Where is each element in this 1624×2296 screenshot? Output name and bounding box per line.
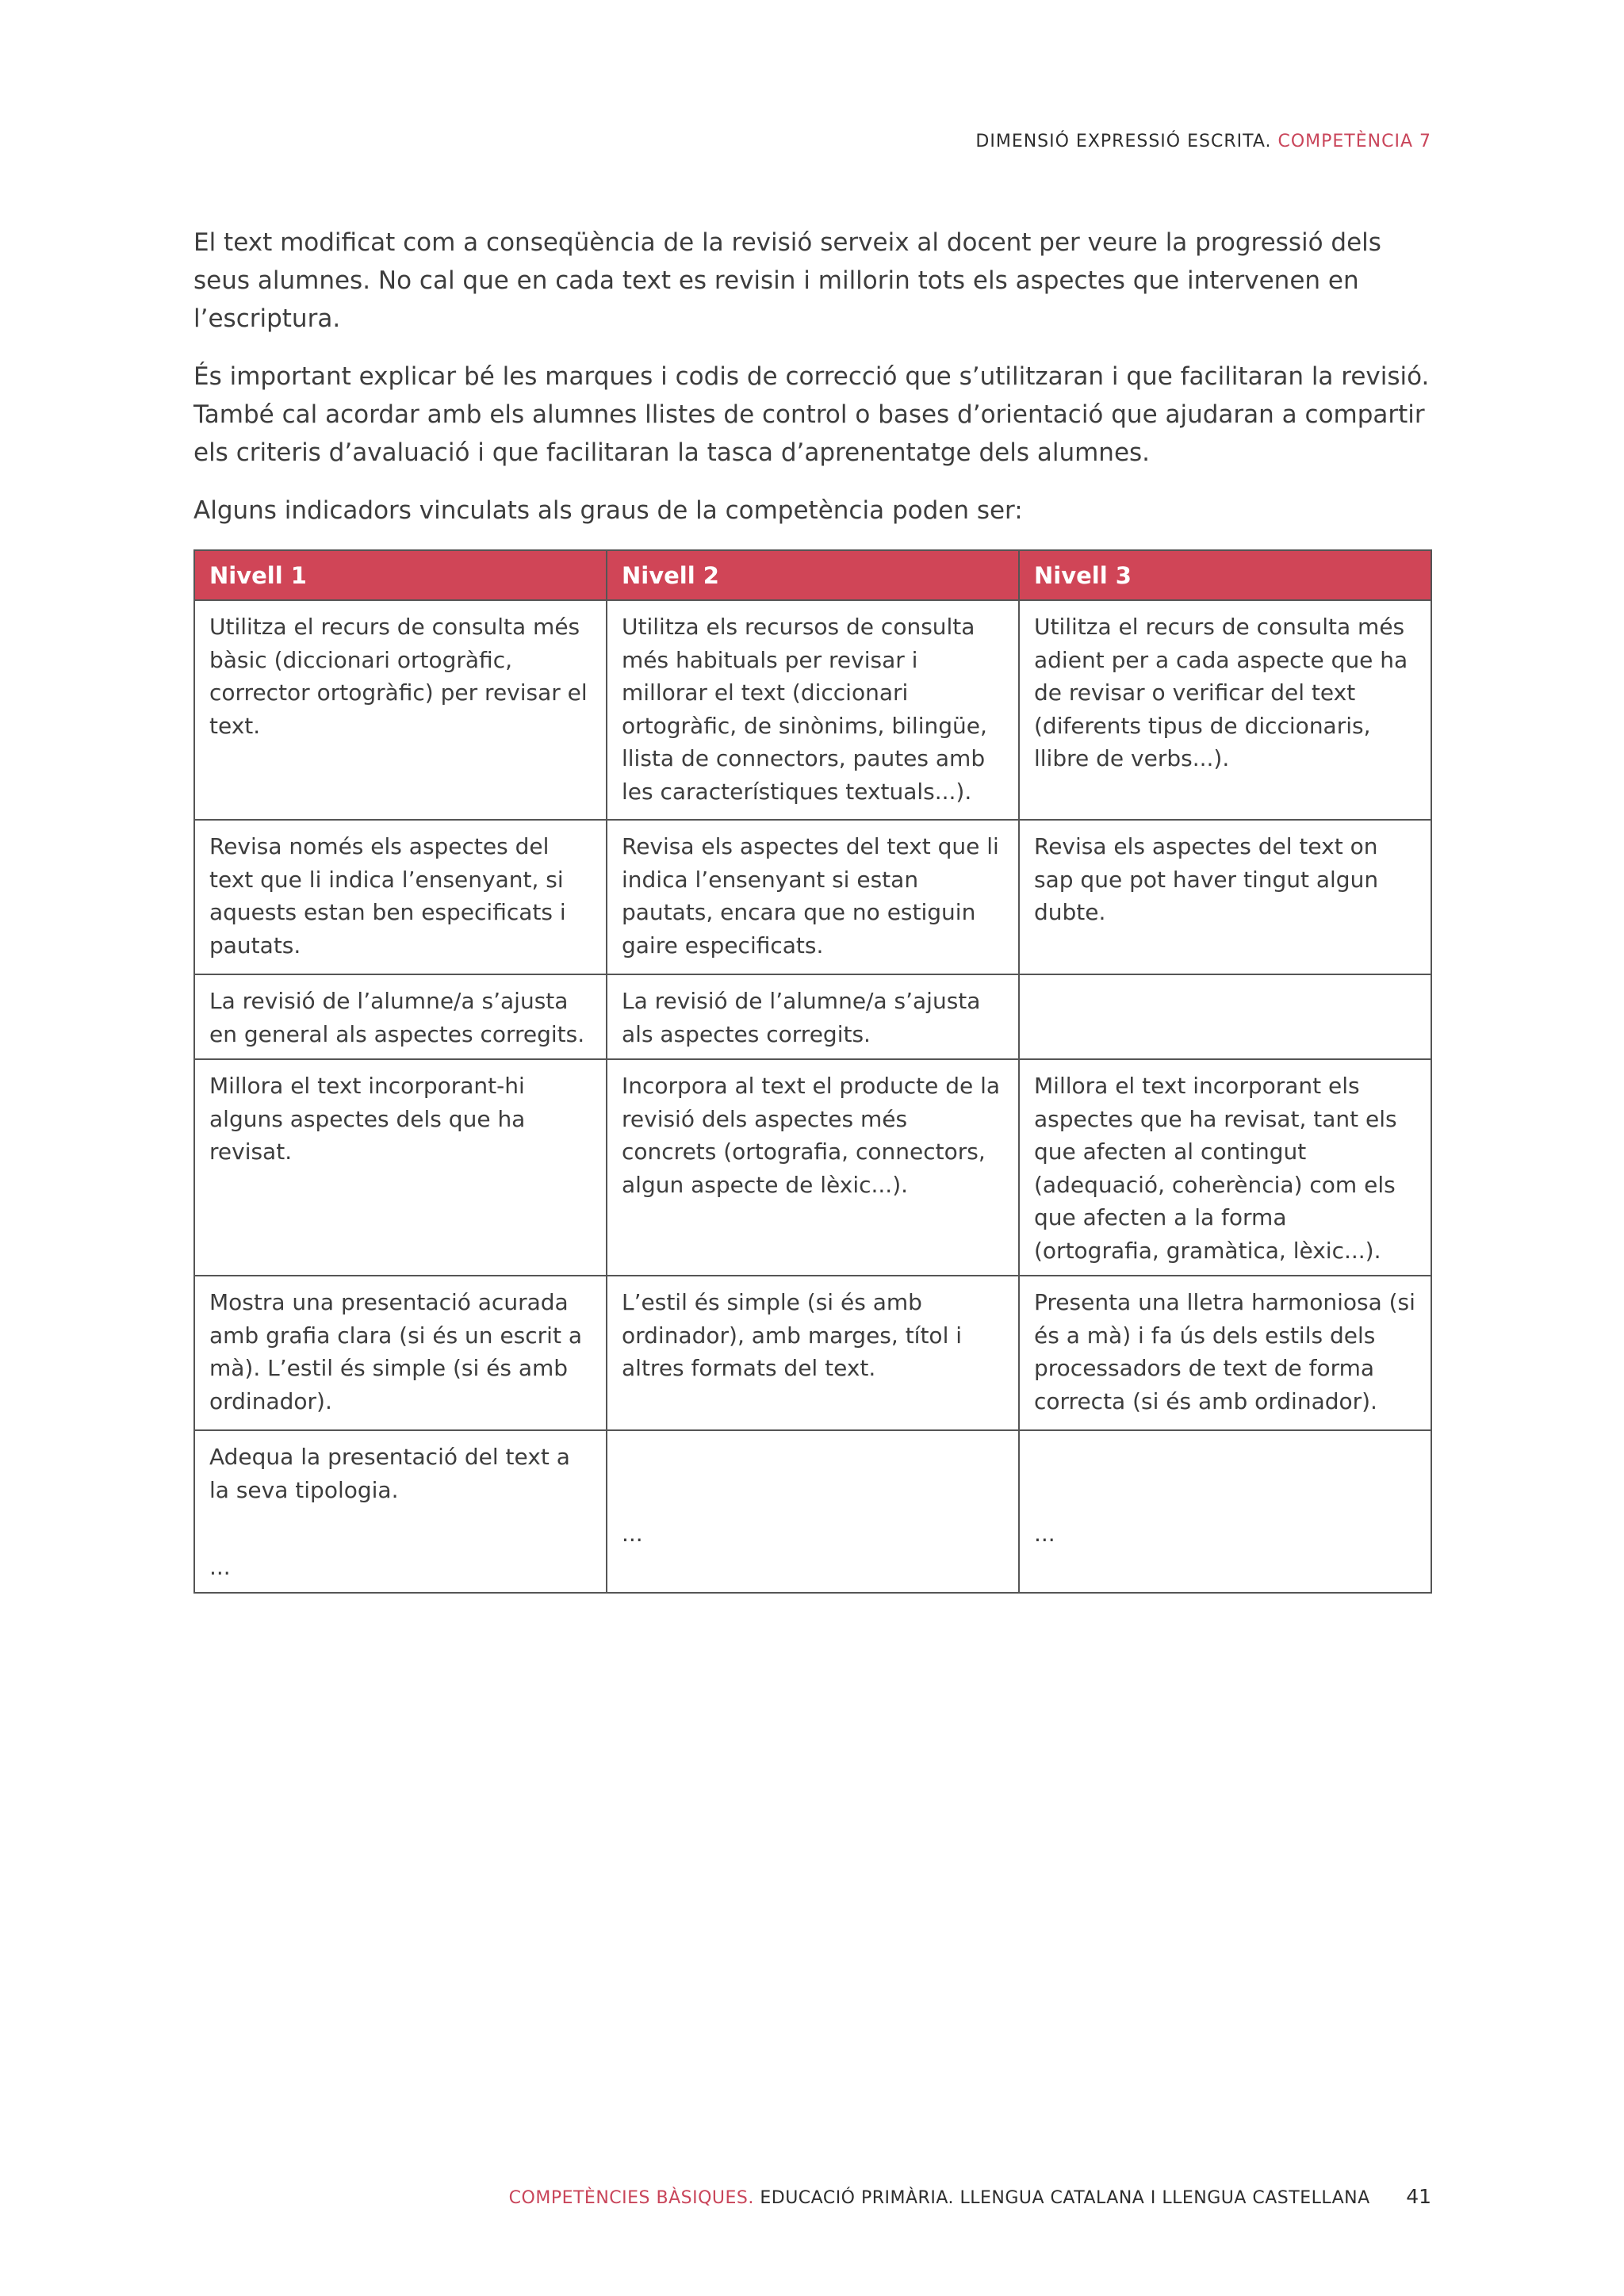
table-cell: L’estil és simple (si és amb ordinador), amb marges, títol i altres formats del text. [607,1276,1019,1430]
header-level-1: Nivell 1 [194,550,607,600]
header-section: DIMENSIÓ EXPRESSIÓ ESCRITA. [975,132,1272,151]
cell-ellipsis: ... [209,1554,231,1580]
header-level-3: Nivell 3 [1019,550,1431,600]
table-cell [1019,974,1431,1059]
footer-title: EDUCACIÓ PRIMÀRIA. LLENGUA CATALANA I LLENGUA CASTELLANA [760,2188,1370,2208]
table-cell [1019,1430,1431,1593]
table-cell: Millora el text incorporant-hi alguns aspectes dels que ha revisat. [194,1059,607,1276]
paragraph-intro: Alguns indicadors vinculats als graus de la competència poden ser: [193,496,1023,525]
page-number: 41 [1406,2185,1431,2208]
table-cell [607,1430,1019,1593]
table-cell: Revisa només els aspectes del text que li indica l’ensenyant, si aquests estan ben especificats i pautats. [194,820,607,974]
table-cell: La revisió de l’alumne/a s’ajusta als aspectes corregits. [607,974,1019,1059]
table-cell: Mostra una presentació acurada amb grafia clara (si és un escrit a mà). L’estil és simple (si és amb ordinador). [194,1276,607,1430]
table-header-row [194,550,1431,600]
running-header [975,132,1431,151]
paragraph: El text modificat com a conseqüència de la revisió serveix al docent per veure la progressió dels seus alumnes. No cal que en cada text es revisin i millorin tots els aspectes que intervenen en l’escriptura. [193,228,1381,333]
table-cell [194,1430,607,1593]
table-row [194,1059,1431,1276]
footer-series: COMPETÈNCIES BÀSIQUES. [508,2188,754,2208]
table-cell: Utilitza el recurs de consulta més adient per a cada aspecte que ha de revisar o verificar del text (diferents tipus de diccionaris, llibre de verbs...). [1019,600,1431,820]
table-cell: La revisió de l’alumne/a s’ajusta en general als aspectes corregits. [194,974,607,1059]
paragraph: És important explicar bé les marques i codis de correcció que s’utilitzaran i que facilitaran la revisió. També cal acordar amb els alumnes llistes de control o bases d’orientació que ajudaran a compartir els criteris d’avaluació i que facilitaran la tasca d’aprenentatge dels alumnes. [193,362,1430,467]
table-row-last [194,1430,1431,1593]
table-cell: Millora el text incorporant els aspectes que ha revisat, tant els que afecten al contingut (adequació, coherència) com els que afecten a la forma (ortografia, gramàtica, lèxic...). [1019,1059,1431,1276]
competence-levels-table [193,549,1432,1594]
cell-ellipsis: ... [1034,1521,1055,1547]
table-row [194,820,1431,974]
table-cell: Utilitza els recursos de consulta més habituals per revisar i millorar el text (diccionari ortogràfic, de sinònims, bilingüe, llista de connectors, pautes amb les característiques textuals...). [607,600,1019,820]
table-cell: Utilitza el recurs de consulta més bàsic (diccionari ortogràfic, corrector ortogràfic) per revisar el text. [194,600,607,820]
cell-ellipsis: ... [622,1521,643,1547]
header-competence: COMPETÈNCIA 7 [1277,132,1431,151]
header-level-2: Nivell 2 [607,550,1019,600]
table-row [194,974,1431,1059]
table-row [194,1276,1431,1430]
page-content [193,224,1432,1594]
cell-text: Adequa la presentació del text a la seva tipologia. [209,1444,570,1503]
table-cell: Incorpora al text el producte de la revisió dels aspectes més concrets (ortografia, connectors, algun aspecte de lèxic...). [607,1059,1019,1276]
table-cell: Presenta una lletra harmoniosa (si és a mà) i fa ús dels estils dels processadors de text de forma correcta (si és amb ordinador). [1019,1276,1431,1430]
table-cell: Revisa els aspectes del text on sap que pot haver tingut algun dubte. [1019,820,1431,974]
table-row [194,600,1431,820]
running-footer [509,2185,1431,2208]
table-cell: Revisa els aspectes del text que li indica l’ensenyant si estan pautats, encara que no estiguin gaire especificats. [607,820,1019,974]
